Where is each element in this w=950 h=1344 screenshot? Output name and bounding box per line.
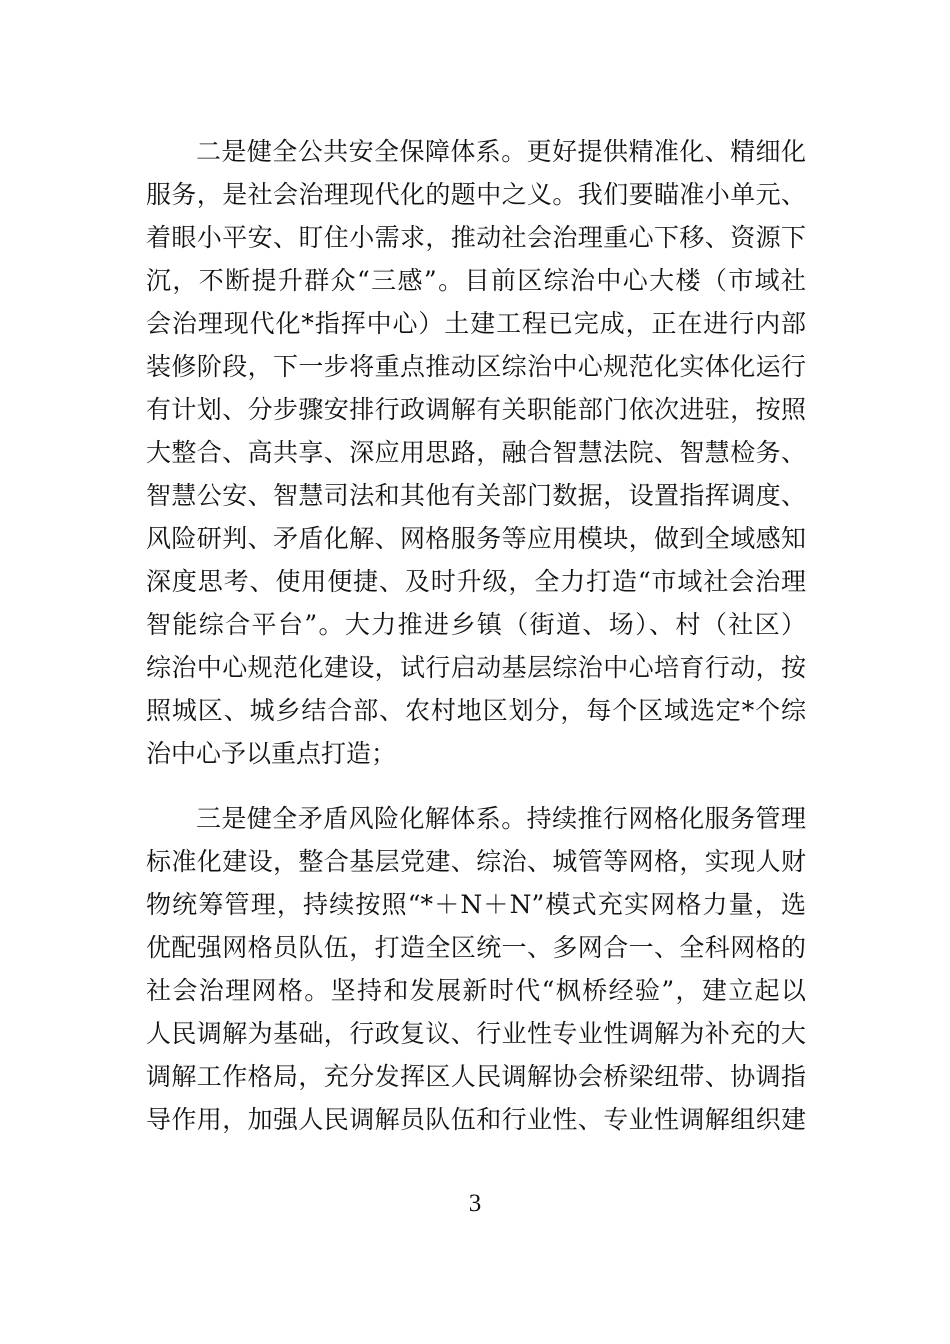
text-line: 优配强网格员队伍，打造全区统一、多网合一、全科网格的 — [146, 933, 806, 962]
text-line: 调解工作格局，充分发挥区人民调解协会桥梁纽带、协调指 — [146, 1062, 806, 1091]
text-line: 治中心予以重点打造； — [146, 739, 397, 768]
text-line: 物统筹管理，持续按照“*＋N＋N”模式充实网格力量，选 — [146, 890, 806, 919]
text-line: 社会治理网格。坚持和发展新时代“枫桥经验”，建立起以 — [146, 976, 806, 1005]
text-line: 导作用，加强人民调解员队伍和行业性、专业性调解组织建 — [146, 1105, 806, 1134]
text-line: 有计划、分步骤安排行政调解有关职能部门依次进驻，按照 — [146, 395, 806, 424]
text-line: 二是健全公共安全保障体系。更好提供精准化、精细化 — [196, 137, 806, 166]
text-line: 着眼小平安、盯住小需求，推动社会治理重心下移、资源下 — [146, 223, 806, 252]
text-line: 照城区、城乡结合部、农村地区划分，每个区域选定*个综 — [146, 696, 806, 725]
page-number: 3 — [468, 1190, 482, 1217]
text-line: 智慧公安、智慧司法和其他有关部门数据，设置指挥调度、 — [146, 481, 806, 510]
text-line: 人民调解为基础，行政复议、行业性专业性调解为补充的大 — [146, 1019, 806, 1048]
text-line: 综治中心规范化建设，试行启动基层综治中心培育行动，按 — [146, 653, 806, 682]
text-line: 智能综合平台”。大力推进乡镇（街道、场）、村（社区） — [146, 610, 806, 639]
text-line: 三是健全矛盾风险化解体系。持续推行网格化服务管理 — [196, 804, 806, 833]
text-line: 标准化建设，整合基层党建、综治、城管等网格，实现人财 — [146, 847, 806, 876]
text-line: 沉，不断提升群众“三感”。目前区综治中心大楼（市域社 — [146, 266, 806, 295]
text-line: 装修阶段，下一步将重点推动区综治中心规范化实体化运行 — [146, 352, 806, 381]
text-line: 服务，是社会治理现代化的题中之义。我们要瞄准小单元、 — [146, 180, 806, 209]
text-line: 深度思考、使用便捷、及时升级，全力打造“市域社会治理 — [146, 567, 806, 596]
text-line: 会治理现代化*指挥中心）土建工程已完成，正在进行内部 — [146, 309, 806, 338]
text-line: 风险研判、矛盾化解、网格服务等应用模块，做到全域感知 — [146, 524, 806, 553]
text-line: 大整合、高共享、深应用思路，融合智慧法院、智慧检务、 — [146, 438, 806, 467]
